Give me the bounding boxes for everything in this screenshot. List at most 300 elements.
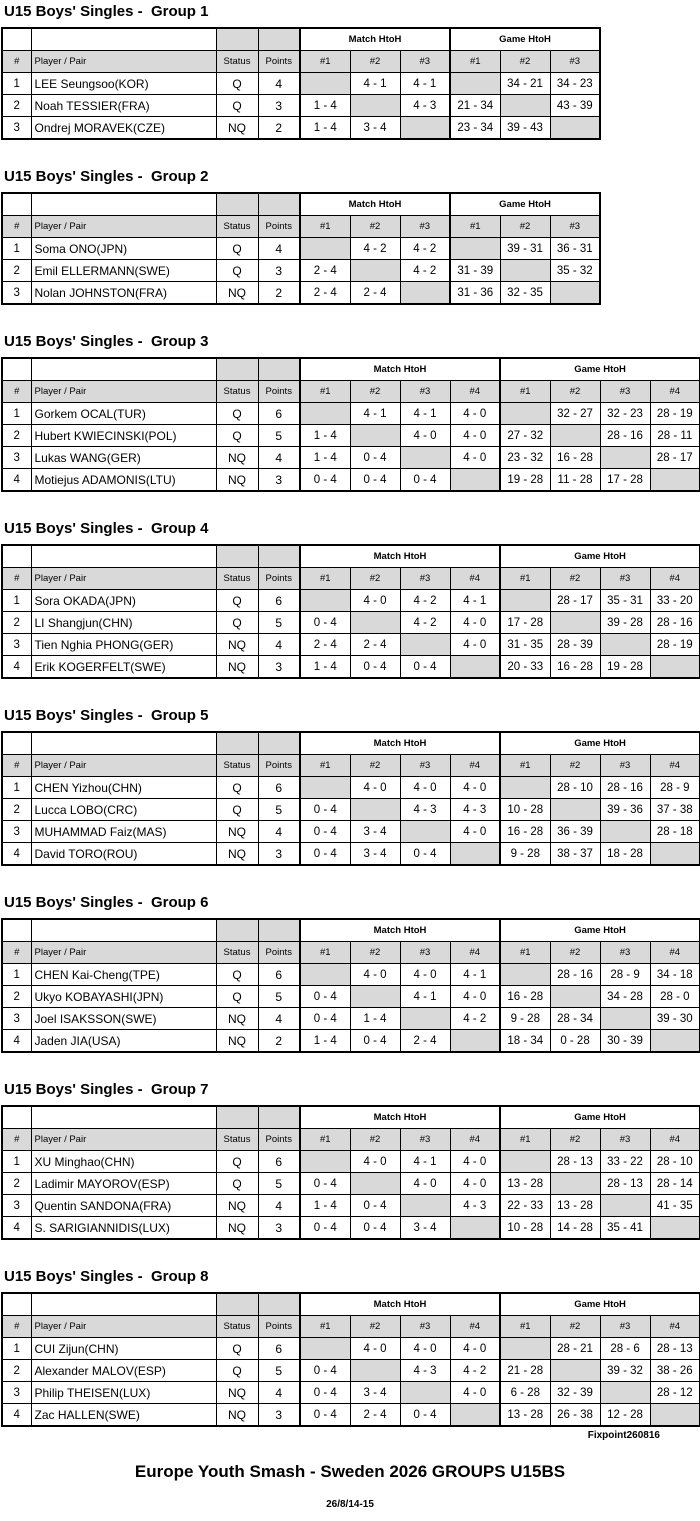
points-cell: 4 xyxy=(258,821,300,843)
match-score-cell xyxy=(300,964,350,986)
game-score-cell: 17 - 28 xyxy=(500,612,550,634)
game-score-cell: 35 - 31 xyxy=(600,590,650,612)
player-header: Player / Pair xyxy=(31,1316,216,1338)
player-name: David TORO(ROU) xyxy=(31,843,216,866)
table-row xyxy=(2,117,600,140)
rank-cell: 3 xyxy=(2,447,31,469)
header-blank xyxy=(258,193,300,216)
status-cell: Q xyxy=(216,590,258,612)
table-row xyxy=(2,656,700,679)
game-score-cell: 28 - 16 xyxy=(600,777,650,799)
game-score-cell: 28 - 16 xyxy=(650,612,700,634)
match-score-cell: 1 - 4 xyxy=(300,425,350,447)
game-score-cell: 28 - 39 xyxy=(550,634,600,656)
match-col-header: #1 xyxy=(300,1129,350,1151)
player-name: CHEN Kai-Cheng(TPE) xyxy=(31,964,216,986)
header-blank xyxy=(216,1106,258,1129)
player-name: XU Minghao(CHN) xyxy=(31,1151,216,1173)
points-cell: 3 xyxy=(258,1217,300,1240)
player-name: MUHAMMAD Faiz(MAS) xyxy=(31,821,216,843)
match-col-header: #4 xyxy=(450,568,500,590)
game-score-cell xyxy=(550,612,600,634)
match-score-cell xyxy=(300,1338,350,1360)
match-score-cell: 4 - 1 xyxy=(400,1151,450,1173)
match-score-cell: 0 - 4 xyxy=(350,1217,400,1240)
match-score-cell xyxy=(300,590,350,612)
status-cell: NQ xyxy=(216,634,258,656)
table-row xyxy=(2,95,600,117)
match-col-header: #3 xyxy=(400,51,450,73)
game-score-cell: 28 - 14 xyxy=(650,1173,700,1195)
match-score-cell: 3 - 4 xyxy=(350,821,400,843)
game-col-header: #2 xyxy=(550,568,600,590)
table-row xyxy=(2,1382,700,1404)
match-col-header: #3 xyxy=(400,1316,450,1338)
table-row xyxy=(2,986,700,1008)
points-header: Points xyxy=(258,755,300,777)
game-score-cell xyxy=(550,986,600,1008)
player-name: Gorkem OCAL(TUR) xyxy=(31,403,216,425)
match-score-cell: 4 - 1 xyxy=(400,73,450,95)
points-cell: 5 xyxy=(258,986,300,1008)
match-col-header: #3 xyxy=(400,1129,450,1151)
game-score-cell: 9 - 28 xyxy=(500,843,550,866)
player-name: CUI Zijun(CHN) xyxy=(31,1338,216,1360)
match-col-header: #3 xyxy=(400,755,450,777)
game-score-cell xyxy=(600,1195,650,1217)
game-score-cell xyxy=(650,1217,700,1240)
match-score-cell: 1 - 4 xyxy=(300,117,350,140)
game-score-cell: 35 - 41 xyxy=(600,1217,650,1240)
game-col-header: #3 xyxy=(550,51,600,73)
points-cell: 6 xyxy=(258,777,300,799)
status-header: Status xyxy=(216,51,258,73)
group-title: U15 Boys' Singles - Group 2 xyxy=(4,168,209,185)
game-score-cell: 41 - 35 xyxy=(650,1195,700,1217)
header-blank xyxy=(31,1106,216,1129)
match-score-cell: 4 - 0 xyxy=(450,447,500,469)
match-score-cell: 4 - 3 xyxy=(400,95,450,117)
game-score-cell xyxy=(500,590,550,612)
match-score-cell xyxy=(350,95,400,117)
header-blank xyxy=(258,358,300,381)
points-cell: 5 xyxy=(258,799,300,821)
match-score-cell xyxy=(350,799,400,821)
rank-cell: 4 xyxy=(2,843,31,866)
table-row xyxy=(2,1360,700,1382)
table-row xyxy=(2,238,600,260)
match-score-cell: 1 - 4 xyxy=(300,656,350,679)
group-title: U15 Boys' Singles - Group 3 xyxy=(4,333,209,350)
game-score-cell: 28 - 21 xyxy=(550,1338,600,1360)
table-row xyxy=(2,964,700,986)
game-score-cell: 19 - 28 xyxy=(500,469,550,492)
rank-cell: 2 xyxy=(2,1360,31,1382)
match-score-cell xyxy=(350,425,400,447)
game-score-cell xyxy=(500,260,550,282)
game-col-header: #3 xyxy=(550,216,600,238)
match-score-cell: 4 - 0 xyxy=(350,1151,400,1173)
status-header: Status xyxy=(216,216,258,238)
rank-cell: 3 xyxy=(2,821,31,843)
match-score-cell: 0 - 4 xyxy=(350,1195,400,1217)
match-score-cell: 4 - 0 xyxy=(400,425,450,447)
player-name: Ukyo KOBAYASHI(JPN) xyxy=(31,986,216,1008)
game-score-cell: 28 - 17 xyxy=(550,590,600,612)
match-col-header: #3 xyxy=(400,381,450,403)
header-blank xyxy=(258,732,300,755)
game-htoh-header: Game HtoH xyxy=(500,919,700,942)
rank-cell: 1 xyxy=(2,1338,31,1360)
match-col-header: #2 xyxy=(350,568,400,590)
match-col-header: #2 xyxy=(350,1316,400,1338)
game-score-cell: 28 - 19 xyxy=(650,403,700,425)
game-score-cell: 28 - 19 xyxy=(650,634,700,656)
game-score-cell: 38 - 26 xyxy=(650,1360,700,1382)
game-score-cell xyxy=(500,403,550,425)
status-cell: NQ xyxy=(216,282,258,305)
player-name: Tien Nghia PHONG(GER) xyxy=(31,634,216,656)
game-score-cell xyxy=(550,1173,600,1195)
rank-cell: 2 xyxy=(2,799,31,821)
match-score-cell: 0 - 4 xyxy=(400,843,450,866)
game-col-header: #2 xyxy=(550,1316,600,1338)
match-score-cell xyxy=(450,1217,500,1240)
game-col-header: #3 xyxy=(600,755,650,777)
match-score-cell: 0 - 4 xyxy=(300,1008,350,1030)
game-score-cell xyxy=(550,282,600,305)
match-col-header: #1 xyxy=(300,568,350,590)
game-score-cell: 31 - 39 xyxy=(450,260,500,282)
match-score-cell xyxy=(400,1008,450,1030)
status-cell: Q xyxy=(216,964,258,986)
match-score-cell: 0 - 4 xyxy=(400,469,450,492)
match-score-cell: 4 - 0 xyxy=(400,1173,450,1195)
match-score-cell: 4 - 0 xyxy=(350,590,400,612)
game-score-cell: 19 - 28 xyxy=(600,656,650,679)
table-row xyxy=(2,1030,700,1053)
match-score-cell: 0 - 4 xyxy=(350,469,400,492)
header-blank xyxy=(31,732,216,755)
player-name: Jaden JIA(USA) xyxy=(31,1030,216,1053)
player-header: Player / Pair xyxy=(31,381,216,403)
points-cell: 4 xyxy=(258,1382,300,1404)
game-col-header: #4 xyxy=(650,568,700,590)
header-blank xyxy=(258,545,300,568)
match-score-cell: 4 - 2 xyxy=(450,1360,500,1382)
status-cell: Q xyxy=(216,260,258,282)
status-cell: Q xyxy=(216,95,258,117)
rank-cell: 1 xyxy=(2,403,31,425)
game-score-cell xyxy=(600,1382,650,1404)
player-name: Lucca LOBO(CRC) xyxy=(31,799,216,821)
match-score-cell: 4 - 2 xyxy=(400,238,450,260)
game-score-cell: 16 - 28 xyxy=(500,986,550,1008)
match-score-cell: 4 - 0 xyxy=(400,1338,450,1360)
match-col-header: #2 xyxy=(350,216,400,238)
game-col-header: #4 xyxy=(650,1316,700,1338)
match-score-cell xyxy=(450,843,500,866)
points-cell: 5 xyxy=(258,425,300,447)
match-score-cell: 4 - 3 xyxy=(450,1195,500,1217)
match-score-cell: 4 - 1 xyxy=(400,403,450,425)
match-htoh-header: Match HtoH xyxy=(300,919,500,942)
game-score-cell xyxy=(500,777,550,799)
match-score-cell xyxy=(400,634,450,656)
rank-cell: 2 xyxy=(2,95,31,117)
points-cell: 6 xyxy=(258,964,300,986)
rank-cell: 3 xyxy=(2,1195,31,1217)
header-blank xyxy=(2,919,31,942)
game-score-cell: 21 - 34 xyxy=(450,95,500,117)
game-score-cell: 39 - 43 xyxy=(500,117,550,140)
game-score-cell: 28 - 34 xyxy=(550,1008,600,1030)
game-score-cell: 28 - 0 xyxy=(650,986,700,1008)
game-col-header: #4 xyxy=(650,942,700,964)
group-title: U15 Boys' Singles - Group 6 xyxy=(4,894,209,911)
game-score-cell: 28 - 11 xyxy=(650,425,700,447)
rank-header: # xyxy=(2,381,31,403)
table-row xyxy=(2,403,700,425)
match-col-header: #4 xyxy=(450,381,500,403)
player-name: Quentin SANDONA(FRA) xyxy=(31,1195,216,1217)
match-score-cell: 4 - 2 xyxy=(350,238,400,260)
match-score-cell: 0 - 4 xyxy=(350,447,400,469)
table-row xyxy=(2,260,600,282)
group-table xyxy=(1,1292,700,1427)
game-col-header: #1 xyxy=(500,1129,550,1151)
game-score-cell: 16 - 28 xyxy=(550,447,600,469)
match-score-cell: 0 - 4 xyxy=(300,1217,350,1240)
game-score-cell: 28 - 16 xyxy=(550,964,600,986)
event-date: 26/8/14-15 xyxy=(326,1499,374,1510)
points-cell: 6 xyxy=(258,1151,300,1173)
header-blank xyxy=(31,358,216,381)
header-blank xyxy=(216,545,258,568)
header-blank xyxy=(2,545,31,568)
points-cell: 6 xyxy=(258,1338,300,1360)
match-score-cell: 0 - 4 xyxy=(300,612,350,634)
player-name: Ladimir MAYOROV(ESP) xyxy=(31,1173,216,1195)
match-score-cell: 4 - 0 xyxy=(450,403,500,425)
game-score-cell: 21 - 28 xyxy=(500,1360,550,1382)
points-cell: 3 xyxy=(258,95,300,117)
status-cell: Q xyxy=(216,799,258,821)
table-row xyxy=(2,469,700,492)
player-name: S. SARIGIANNIDIS(LUX) xyxy=(31,1217,216,1240)
match-score-cell: 4 - 0 xyxy=(450,986,500,1008)
game-score-cell xyxy=(550,425,600,447)
match-col-header: #2 xyxy=(350,755,400,777)
player-name: Nolan JOHNSTON(FRA) xyxy=(31,282,216,305)
status-cell: NQ xyxy=(216,1195,258,1217)
game-score-cell xyxy=(600,634,650,656)
game-score-cell: 28 - 17 xyxy=(650,447,700,469)
rank-cell: 1 xyxy=(2,238,31,260)
header-blank xyxy=(216,732,258,755)
group-table xyxy=(1,544,700,679)
table-row xyxy=(2,1008,700,1030)
status-cell: NQ xyxy=(216,117,258,140)
game-col-header: #2 xyxy=(550,942,600,964)
game-score-cell: 39 - 30 xyxy=(650,1008,700,1030)
match-htoh-header: Match HtoH xyxy=(300,1293,500,1316)
game-score-cell xyxy=(500,1338,550,1360)
status-cell: Q xyxy=(216,1173,258,1195)
match-col-header: #4 xyxy=(450,942,500,964)
rank-cell: 1 xyxy=(2,73,31,95)
match-col-header: #3 xyxy=(400,216,450,238)
points-cell: 4 xyxy=(258,1195,300,1217)
status-cell: NQ xyxy=(216,1008,258,1030)
match-col-header: #1 xyxy=(300,381,350,403)
match-col-header: #2 xyxy=(350,1129,400,1151)
game-col-header: #1 xyxy=(500,1316,550,1338)
game-score-cell xyxy=(650,1030,700,1053)
game-htoh-header: Game HtoH xyxy=(500,732,700,755)
header-blank xyxy=(31,28,216,51)
match-score-cell xyxy=(400,1382,450,1404)
match-score-cell: 4 - 3 xyxy=(400,799,450,821)
game-col-header: #2 xyxy=(550,1129,600,1151)
group-table xyxy=(1,731,700,866)
match-score-cell xyxy=(450,656,500,679)
rank-header: # xyxy=(2,942,31,964)
header-blank xyxy=(2,193,31,216)
points-cell: 3 xyxy=(258,1404,300,1427)
match-score-cell xyxy=(350,986,400,1008)
player-header: Player / Pair xyxy=(31,1129,216,1151)
game-col-header: #1 xyxy=(500,942,550,964)
game-col-header: #3 xyxy=(600,1316,650,1338)
game-col-header: #4 xyxy=(650,381,700,403)
match-score-cell: 4 - 0 xyxy=(450,777,500,799)
match-score-cell xyxy=(450,1404,500,1427)
points-cell: 6 xyxy=(258,403,300,425)
points-cell: 5 xyxy=(258,1173,300,1195)
game-col-header: #3 xyxy=(600,1129,650,1151)
match-score-cell: 0 - 4 xyxy=(300,843,350,866)
match-score-cell: 4 - 0 xyxy=(450,1338,500,1360)
game-score-cell xyxy=(650,656,700,679)
game-score-cell xyxy=(600,447,650,469)
match-score-cell: 4 - 0 xyxy=(450,1382,500,1404)
match-score-cell: 3 - 4 xyxy=(350,1382,400,1404)
rank-cell: 3 xyxy=(2,1008,31,1030)
table-row xyxy=(2,1195,700,1217)
points-cell: 4 xyxy=(258,238,300,260)
status-header: Status xyxy=(216,1316,258,1338)
match-score-cell: 2 - 4 xyxy=(350,1404,400,1427)
match-col-header: #2 xyxy=(350,942,400,964)
header-blank xyxy=(31,919,216,942)
points-cell: 4 xyxy=(258,447,300,469)
header-blank xyxy=(31,545,216,568)
match-score-cell xyxy=(350,1360,400,1382)
game-score-cell: 39 - 28 xyxy=(600,612,650,634)
status-cell: Q xyxy=(216,238,258,260)
game-col-header: #4 xyxy=(650,1129,700,1151)
rank-header: # xyxy=(2,755,31,777)
match-score-cell: 3 - 4 xyxy=(350,117,400,140)
game-score-cell: 30 - 39 xyxy=(600,1030,650,1053)
player-name: Erik KOGERFELT(SWE) xyxy=(31,656,216,679)
game-score-cell: 32 - 27 xyxy=(550,403,600,425)
match-htoh-header: Match HtoH xyxy=(300,358,500,381)
game-col-header: #4 xyxy=(650,755,700,777)
match-score-cell: 1 - 4 xyxy=(300,1195,350,1217)
points-cell: 5 xyxy=(258,1360,300,1382)
match-col-header: #4 xyxy=(450,1316,500,1338)
match-score-cell xyxy=(350,260,400,282)
match-score-cell: 3 - 4 xyxy=(400,1217,450,1240)
match-htoh-header: Match HtoH xyxy=(300,1106,500,1129)
rank-header: # xyxy=(2,216,31,238)
group-table xyxy=(1,918,700,1053)
player-name: LI Shangjun(CHN) xyxy=(31,612,216,634)
header-blank xyxy=(216,919,258,942)
match-score-cell: 1 - 4 xyxy=(300,95,350,117)
game-score-cell: 28 - 13 xyxy=(650,1338,700,1360)
match-score-cell: 2 - 4 xyxy=(300,634,350,656)
header-blank xyxy=(216,28,258,51)
rank-cell: 1 xyxy=(2,777,31,799)
document-title: Europe Youth Smash - Sweden 2026 GROUPS U15BS xyxy=(134,1462,566,1481)
status-cell: Q xyxy=(216,777,258,799)
game-col-header: #3 xyxy=(600,381,650,403)
game-score-cell: 26 - 38 xyxy=(550,1404,600,1427)
player-header: Player / Pair xyxy=(31,568,216,590)
rank-header: # xyxy=(2,568,31,590)
header-blank xyxy=(258,1293,300,1316)
match-score-cell: 4 - 1 xyxy=(350,73,400,95)
status-cell: Q xyxy=(216,403,258,425)
rank-cell: 2 xyxy=(2,425,31,447)
match-score-cell xyxy=(300,73,350,95)
match-score-cell: 0 - 4 xyxy=(350,1030,400,1053)
game-score-cell: 39 - 31 xyxy=(500,238,550,260)
match-score-cell: 4 - 2 xyxy=(450,1008,500,1030)
group-title: U15 Boys' Singles - Group 1 xyxy=(4,3,209,20)
rank-cell: 1 xyxy=(2,590,31,612)
game-score-cell xyxy=(500,964,550,986)
game-htoh-header: Game HtoH xyxy=(450,193,600,216)
game-score-cell xyxy=(450,238,500,260)
game-score-cell: 6 - 28 xyxy=(500,1382,550,1404)
match-score-cell: 2 - 4 xyxy=(350,282,400,305)
game-score-cell: 9 - 28 xyxy=(500,1008,550,1030)
match-col-header: #3 xyxy=(400,568,450,590)
game-htoh-header: Game HtoH xyxy=(500,545,700,568)
table-row xyxy=(2,590,700,612)
match-score-cell: 2 - 4 xyxy=(400,1030,450,1053)
game-score-cell: 20 - 33 xyxy=(500,656,550,679)
match-col-header: #1 xyxy=(300,755,350,777)
game-score-cell: 28 - 9 xyxy=(600,964,650,986)
match-score-cell: 4 - 0 xyxy=(450,1151,500,1173)
points-cell: 3 xyxy=(258,656,300,679)
player-name: Ondrej MORAVEK(CZE) xyxy=(31,117,216,140)
match-col-header: #1 xyxy=(300,1316,350,1338)
player-name: Sora OKADA(JPN) xyxy=(31,590,216,612)
points-cell: 3 xyxy=(258,469,300,492)
match-score-cell: 0 - 4 xyxy=(400,1404,450,1427)
match-score-cell: 4 - 2 xyxy=(400,260,450,282)
match-score-cell xyxy=(400,117,450,140)
header-blank xyxy=(2,28,31,51)
match-score-cell: 4 - 1 xyxy=(450,590,500,612)
status-cell: NQ xyxy=(216,821,258,843)
